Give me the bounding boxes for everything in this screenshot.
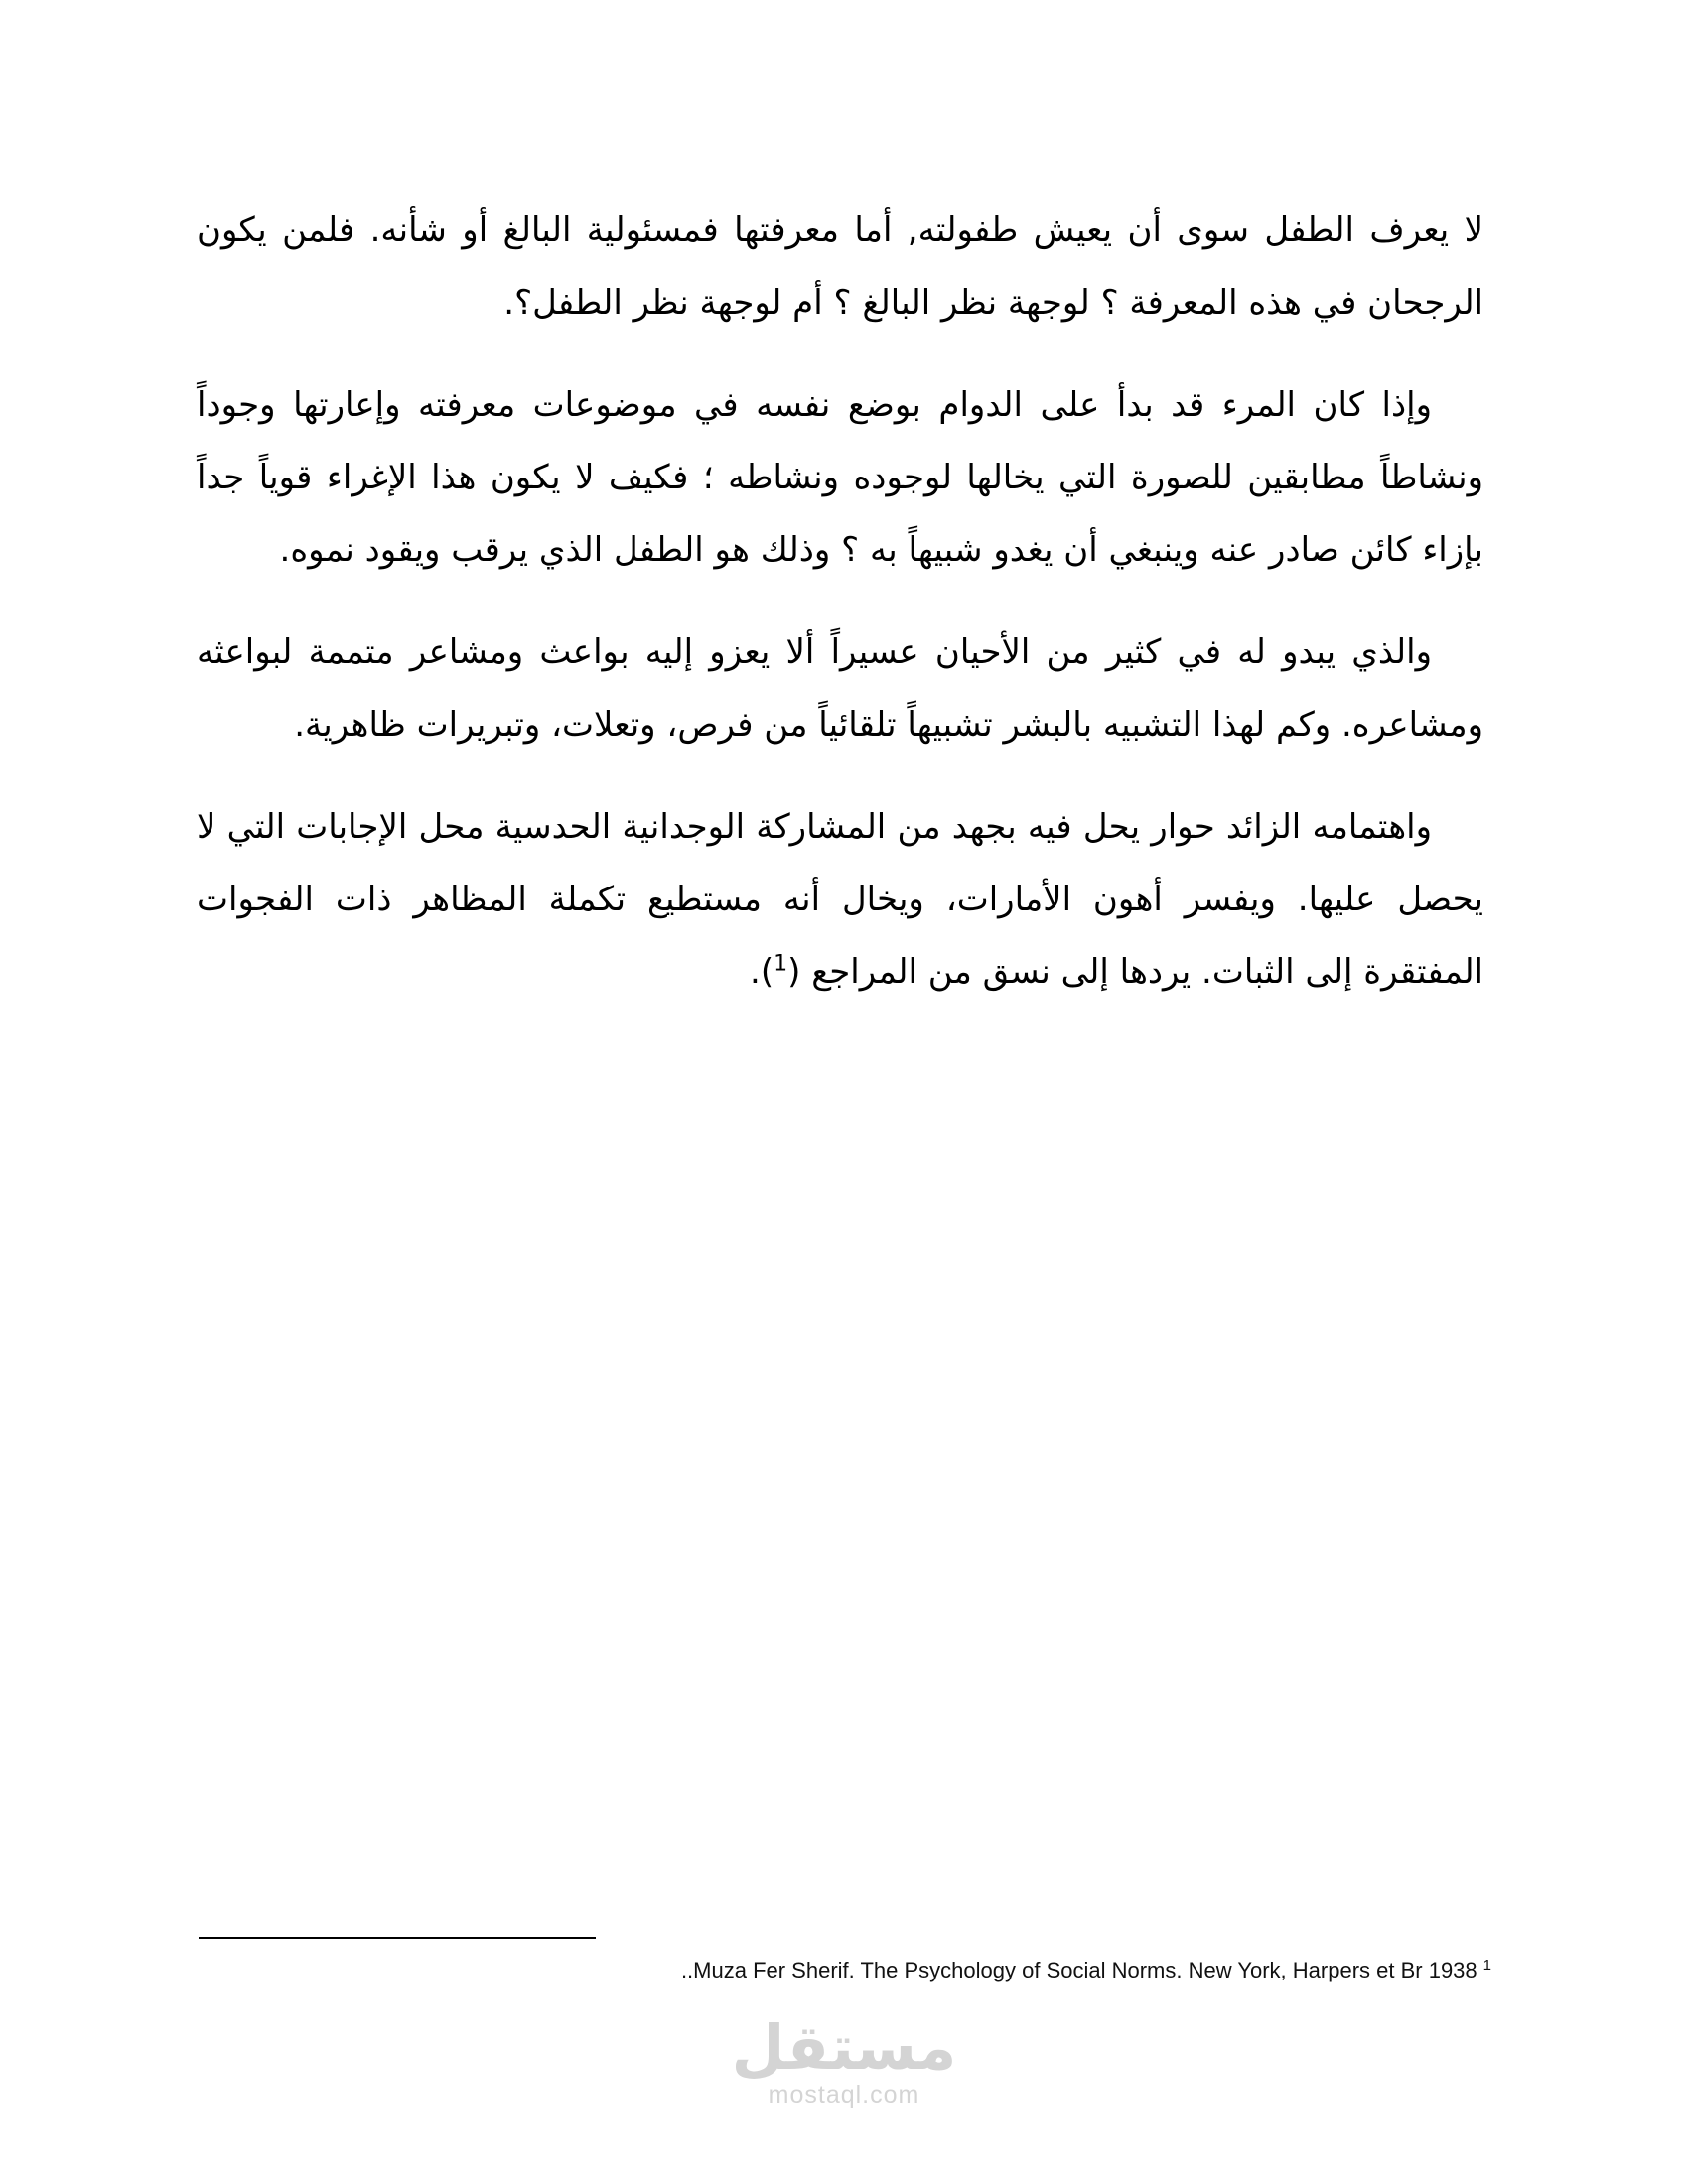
paragraph-3: والذي يبدو له في كثير من الأحيان عسيراً ألا يعزو إليه بواعث ومشاعر متممة لبواعثه ومشاعره. وكم لهذا التشبيه بالبشر تشبيهاً تلقائياً من فرص، وتعلات، وتبريرات ظاهرية. bbox=[197, 632, 1483, 745]
watermark-logo: مستقل bbox=[731, 2011, 957, 2084]
paragraph-4: واهتمامه الزائد حوار يحل فيه بجهد من المشاركة الوجدانية الحدسية محل الإجابات التي لا يحصل عليها. ويفسر أهون الأمارات، ويخال أنه مستطيع تكملة المظاهر ذات الفجوات المفتقرة إلى الثبات. يردها إلى نسق من المراجع ($^1$). bbox=[197, 807, 1483, 992]
watermark bbox=[715, 2011, 973, 2109]
footnote bbox=[201, 1955, 1491, 1986]
paragraph-1: لا يعرف الطفل سوى أن يعيش طفولته, أما معرفتها فمسئولية البالغ أو شأنه. فلمن يكون الرجحان في هذه المعرفة ؟ لوجهة نظر البالغ ؟ أم لوجهة نظر الطفل؟. bbox=[197, 210, 1483, 323]
footnote-reference[interactable]: 1 bbox=[774, 951, 788, 977]
document-body bbox=[197, 195, 1483, 1038]
paragraph-4-ending: . bbox=[750, 952, 761, 992]
watermark-url: mostaql.com bbox=[768, 2081, 920, 2109]
paragraph-2: وإذا كان المرء قد بدأ على الدوام بوضع نفسه في موضوعات معرفته وإعارتها وجوداً ونشاطاً مطابقين للصورة التي يخالها لوجوده ونشاطه ؛ فكيف لا يكون هذا الإغراء قوياً جداً بإزاء كائن صادر عنه وينبغي أن يغدو شبيهاً به ؟ وذلك هو الطفل الذي يرقب ويقود نموه. bbox=[197, 385, 1483, 570]
footnote-mark: 1 bbox=[1482, 1956, 1491, 1974]
paragraph-4-text: واهتمامه الزائد حوار يحل فيه بجهد من المشاركة الوجدانية الحدسية محل الإجابات التي لا يحصل عليها. ويفسر أهون الأمارات، ويخال أنه مستطيع تكملة المظاهر ذات الفجوات المفتقرة إلى الثبات. يردها إلى نسق من المراجع bbox=[197, 807, 1483, 992]
footnote-text: ..Muza Fer Sherif. The Psychology of Social Norms. New York, Harpers et Br 1938 bbox=[680, 1958, 1477, 1982]
footnote-separator bbox=[199, 1937, 596, 1939]
